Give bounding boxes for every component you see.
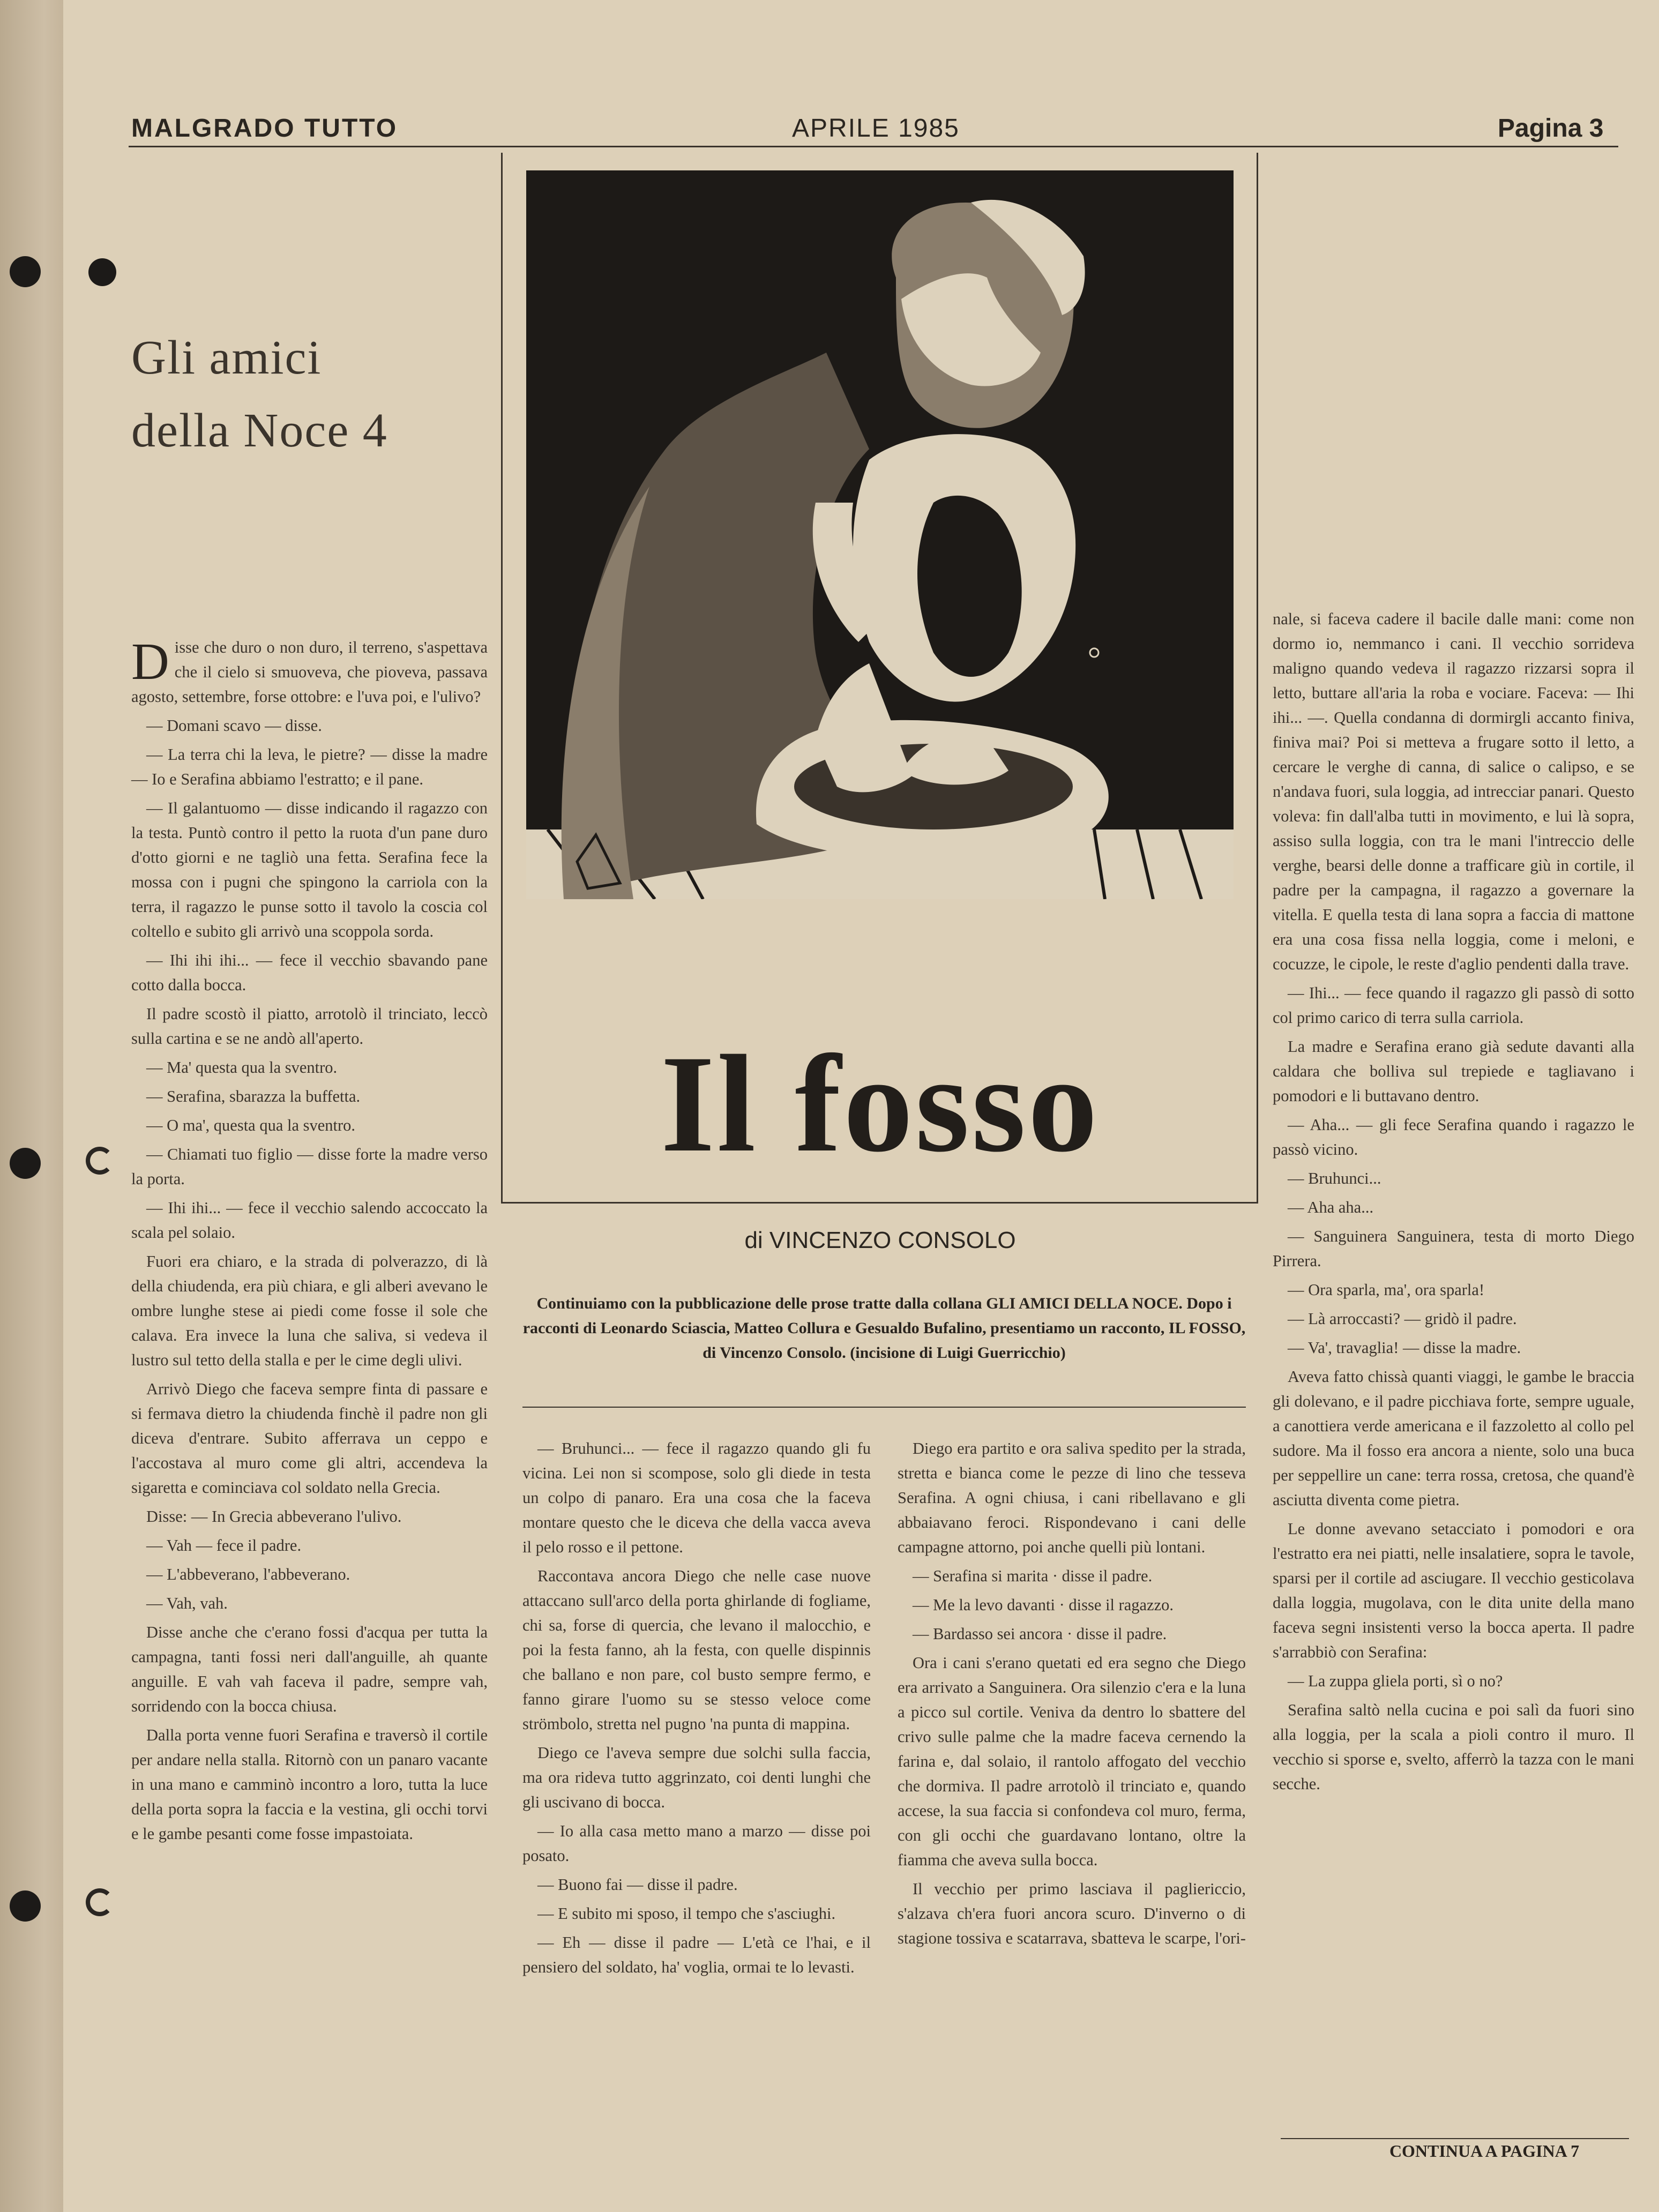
col2-paragraph: Raccontava ancora Diego che nelle case nuove attaccano sull'arco della porta ghirlande di fogliame, chi sa, forse di quercia, che levano il malocchio, e poi la festa fanno, ah la festa, con quelle dispinnis che ballano e non pare, col busto sempre fermo, e fanno girare l'uomo su se stesso veloce come strömbolo, stretta nel pugno 'na punta di mappina. xyxy=(522,1567,871,1733)
continued-note: CONTINUA A PAGINA 7 xyxy=(1389,2141,1580,2161)
col1-paragraph: — Domani scavo — disse. xyxy=(146,716,322,735)
col1-paragraph: — L'abbeverano, l'abbeverano. xyxy=(146,1565,350,1583)
series-title-line1: Gli amici xyxy=(131,331,322,384)
col4-paragraph: — Bruhunci... xyxy=(1288,1169,1381,1187)
col2-paragraph: — Eh — disse il padre — L'età ce l'hai, e il pensiero del soldato, ha' voglia, ormai te lo levasti. xyxy=(522,1933,871,1976)
engraving-illustration xyxy=(526,170,1234,899)
col4-paragraph: Le donne avevano setacciato i pomodori e ora l'estratto era nei piatti, nelle insalatiere, sopra le tavole, sparsi per il cortile ad asciugare. Il vecchio gesticolava dalla loggia, mugolava, con le dita unite della mano faceva segni insistenti verso la bocca aperta. Il padre s'arrabbiò con Serafina: xyxy=(1273,1520,1634,1661)
col1-paragraph: Il padre scostò il piatto, arrotolò il trinciato, leccò sulla cartina e se ne andò all'aperto. xyxy=(131,1005,488,1048)
binder-hole-bottom-right xyxy=(86,1888,114,1916)
col1-paragraph: — Ihi ihi ihi... — fece il vecchio sbavando pane cotto dalla bocca. xyxy=(131,951,488,994)
column-4 xyxy=(1273,607,1634,1800)
col4-paragraph: — Aha aha... xyxy=(1288,1198,1374,1216)
col1-paragraph: — Ihi ihi... — fece il vecchio salendo accoccato la scala pel solaio. xyxy=(131,1199,488,1242)
column-3 xyxy=(898,1436,1246,1955)
col4-paragraph: — Sanguinera Sanguinera, testa di morto Diego Pirrera. xyxy=(1273,1227,1634,1270)
col2-paragraph: — Buono fai — disse il padre. xyxy=(537,1875,738,1894)
column-2 xyxy=(522,1436,871,1984)
binder-hole-middle xyxy=(10,1148,41,1179)
header-rule xyxy=(129,146,1618,147)
binder-hole-bottom xyxy=(10,1890,41,1922)
col1-paragraph: — Vah — fece il padre. xyxy=(146,1536,302,1555)
story-title: Il fosso xyxy=(660,1027,1100,1181)
binder-hole-top-right xyxy=(88,258,116,286)
col3-paragraph: Ora i cani s'erano quetati ed era segno che Diego era arrivato a Sanguinera. Ora silenzio c'era e la luna a picco sul cortile. Veniva da dentro lo sbattere del crivo sulle palme che la madre faceva cernendo la farina e, dal solaio, il rantolo affogato del vecchio che dormiva. Il padre arrotolò il trinciato e, quando accese, la sua faccia si confondeva col muro, ferma, con gli occhi che guardavano lontano, oltre la fiamma che aveva sulla bocca. xyxy=(898,1654,1246,1869)
col4-paragraph: — La zuppa gliela porti, sì o no? xyxy=(1288,1672,1503,1690)
col2-paragraph: — Bruhunci... — fece il ragazzo quando gli fu vicina. Lei non si scompose, solo gli diede in testa un colpo di panaro. Era una cosa che la faceva montare questo che le diceva che della vacca aveva il pelo rosso e il pettone. xyxy=(522,1439,871,1556)
col1-paragraph: Disse: — In Grecia abbeverano l'ulivo. xyxy=(146,1507,402,1526)
col4-paragraph: — Va', travaglia! — disse la madre. xyxy=(1288,1339,1521,1357)
series-title-line2: della Noce 4 xyxy=(131,404,388,457)
col3-paragraph: Il vecchio per primo lasciava il pagliericcio, s'alzava ch'era fuori ancora scuro. D'inverno o di stagione tossiva e scatarrava, sbatteva le scarpe, l'ori- xyxy=(898,1880,1246,1947)
col4-paragraph: Serafina saltò nella cucina e poi salì da fuori sino alla loggia, per la scala a pioli contro il muro. Il vecchio si sporse e, svelto, afferrò la tazza con le mani secche. xyxy=(1273,1701,1634,1793)
col3-paragraph: — Serafina si marita · disse il padre. xyxy=(913,1567,1153,1585)
column-1 xyxy=(131,635,488,1850)
woman-kneading-engraving xyxy=(526,170,1234,899)
masthead-name: MALGRADO TUTTO xyxy=(131,114,398,143)
col4-paragraph: nale, si faceva cadere il bacile dalle mani: come non dormo io, nemmanco i cani. Il vecchio sorrideva maligno quando vedeva il ragazzo rizzarsi sopra il letto, buttare all'aria la roba e vociare. Faceva: — Ihi ihi... —. Quella condanna di dormirgli accanto finiva, finiva mai? Poi si metteva a frugare sotto il letto, a cercare le verghe di canna, di salice o calipso, e se n'andava fuori, sula loggia, ad intrecciar panari. Questo voleva: fin dall'alba tutti in movimento, e lui là sopra, assiso sulla loggia, con tra le mani l'intreccio delle verghe, bearsi delle donne a trafficare giù in cortile, il padre per la campagna, il ragazzo a governare la vitella. E quella testa di lana sopra a faccia di mattone era una cosa fissa nella loggia, come i meloni, e cocuzze, le cipole, le reste d'aglio pendenti dalla trave. xyxy=(1273,610,1634,973)
col1-paragraph: Dalla porta venne fuori Serafina e traversò il cortile per andare nella stalla. Ritornò con un panaro vacante in una mano e camminò incontro a loro, tutta la luce della porta sopra la faccia e la vestina, gli occhi torvi e le gambe pesanti come fosse impastoiata. xyxy=(131,1726,488,1843)
story-byline: di VINCENZO CONSOLO xyxy=(744,1227,1016,1253)
col1-paragraph: Fuori era chiaro, e la strada di polverazzo, di là della chiudenda, era più chiara, e gli alberi avevano le ombre lunghe stese ai piedi come fosse il sole che calava. Era invece la luna che saliva, si vedeva il lustro sul tetto della stalla e per le cime degli ulivi. xyxy=(131,1252,488,1369)
issue-date: APRILE 1985 xyxy=(792,114,960,143)
intro-rule xyxy=(522,1407,1246,1408)
col1-paragraph: — La terra chi la leva, le pietre? — disse la madre — Io e Serafina abbiamo l'estratto; e il pane. xyxy=(131,745,488,788)
col1-paragraph: Arrivò Diego che faceva sempre finta di passare e si fermava dietro la chiudenda finchè il padre non gli diceva d'entrare. Subito afferrava un ceppo e l'accostava al muro come gli altri, accendeva la sigaretta e cominciava col soldato nella Grecia. xyxy=(131,1380,488,1497)
frame-bottom-rule xyxy=(501,1202,1258,1204)
col4-paragraph: — Aha... — gli fece Serafina quando i ragazzo le passò vicino. xyxy=(1273,1116,1634,1159)
story-intro: Continuiamo con la pubblicazione delle prose tratte dalla collana GLI AMICI DELLA NOCE. Dopo i racconti di Leonardo Sciascia, Matteo Collura e Gesualdo Bufalino, presentiamo un racconto, IL FOSSO, di Vincenzo Consolo. (incisione di Luigi Guerricchio) xyxy=(522,1295,1246,1362)
col4-paragraph: — Ihi... — fece quando il ragazzo gli passò di sotto col primo carico di terra sulla carriola. xyxy=(1273,984,1634,1027)
col1-p1-text: isse che duro o non duro, il terreno, s'aspettava che il cielo si smuoveva, che pioveva, passava agosto, settembre, forse ottobre: e l'uva poi, e l'ulivo? xyxy=(131,638,488,706)
col3-paragraph: Diego era partito e ora saliva spedito per la strada, stretta e bianca come le pezze di lino che tesseva Serafina. A ogni chiusa, i cani ribellavano e gli abbaiavano feroci. Rispondevano i cani delle campagne attorno, poi anche quelli più lontani. xyxy=(898,1439,1246,1556)
col2-paragraph: — Io alla casa metto mano a marzo — disse poi posato. xyxy=(522,1822,871,1865)
col2-paragraph: Diego ce l'aveva sempre due solchi sulla faccia, ma ora rideva tutto aggrinzato, coi denti lunghi che gli uscivano di bocca. xyxy=(522,1744,871,1811)
page-number: Pagina 3 xyxy=(1498,114,1604,143)
col4-paragraph: La madre e Serafina erano già sedute davanti alla caldara che bolliva sul trepiede e tagliavano i pomodori e li buttavano dentro. xyxy=(1273,1037,1634,1105)
col1-paragraph: Disse anche che c'erano fossi d'acqua per tutta la campagna, tanti fossi neri dall'anguille, ah quante anguille. E vah vah faceva il padre, sempre vah, sorridendo con la bocca chiusa. xyxy=(131,1623,488,1715)
col3-paragraph: — Me la levo davanti · disse il ragazzo. xyxy=(913,1596,1174,1614)
binder-hole-middle-right xyxy=(86,1147,114,1175)
col2-paragraph: — E subito mi sposo, il tempo che s'asciughi. xyxy=(537,1904,836,1923)
col1-paragraph-1 xyxy=(131,635,488,709)
page-edge xyxy=(0,0,63,2212)
col1-paragraph: — Serafina, sbarazza la buffetta. xyxy=(146,1087,361,1105)
col1-paragraph: — Ma' questa qua la sventro. xyxy=(146,1058,338,1077)
series-title xyxy=(131,322,506,467)
col4-paragraph: — Là arroccasti? — gridò il padre. xyxy=(1288,1310,1517,1328)
drop-cap: D xyxy=(131,633,169,691)
col4-paragraph: Aveva fatto chissà quanti viaggi, le gambe le braccia gli dolevano, e il padre picchiava forte, sempre uguale, a canottiera verde americana e il fazzoletto al collo pel sudore. Ma il fosso era ancora a niente, solo una buca per seppellire un cane: terra rossa, cretosa, che quand'è asciutta diventa come pietra. xyxy=(1273,1367,1634,1509)
continued-rule xyxy=(1281,2138,1629,2139)
col1-paragraph: — Vah, vah. xyxy=(146,1594,228,1612)
binder-hole-top xyxy=(10,256,41,287)
col4-paragraph: — Ora sparla, ma', ora sparla! xyxy=(1288,1281,1485,1299)
col3-paragraph: — Bardasso sei ancora · disse il padre. xyxy=(913,1625,1167,1643)
col1-paragraph: — Chiamati tuo figlio — disse forte la madre verso la porta. xyxy=(131,1145,488,1188)
col1-paragraph: — Il galantuomo — disse indicando il ragazzo con la testa. Puntò contro il petto la ruota d'un pane duro d'otto giorni e ne tagliò una fetta. Serafina fece la mossa con i pugni che spingono la carriola con la terra, il ragazzo le punse sotto il tavolo la coscia col coltello e subito gli arrivò una scoppola sorda. xyxy=(131,799,488,940)
col1-paragraph: — O ma', questa qua la sventro. xyxy=(146,1116,356,1134)
